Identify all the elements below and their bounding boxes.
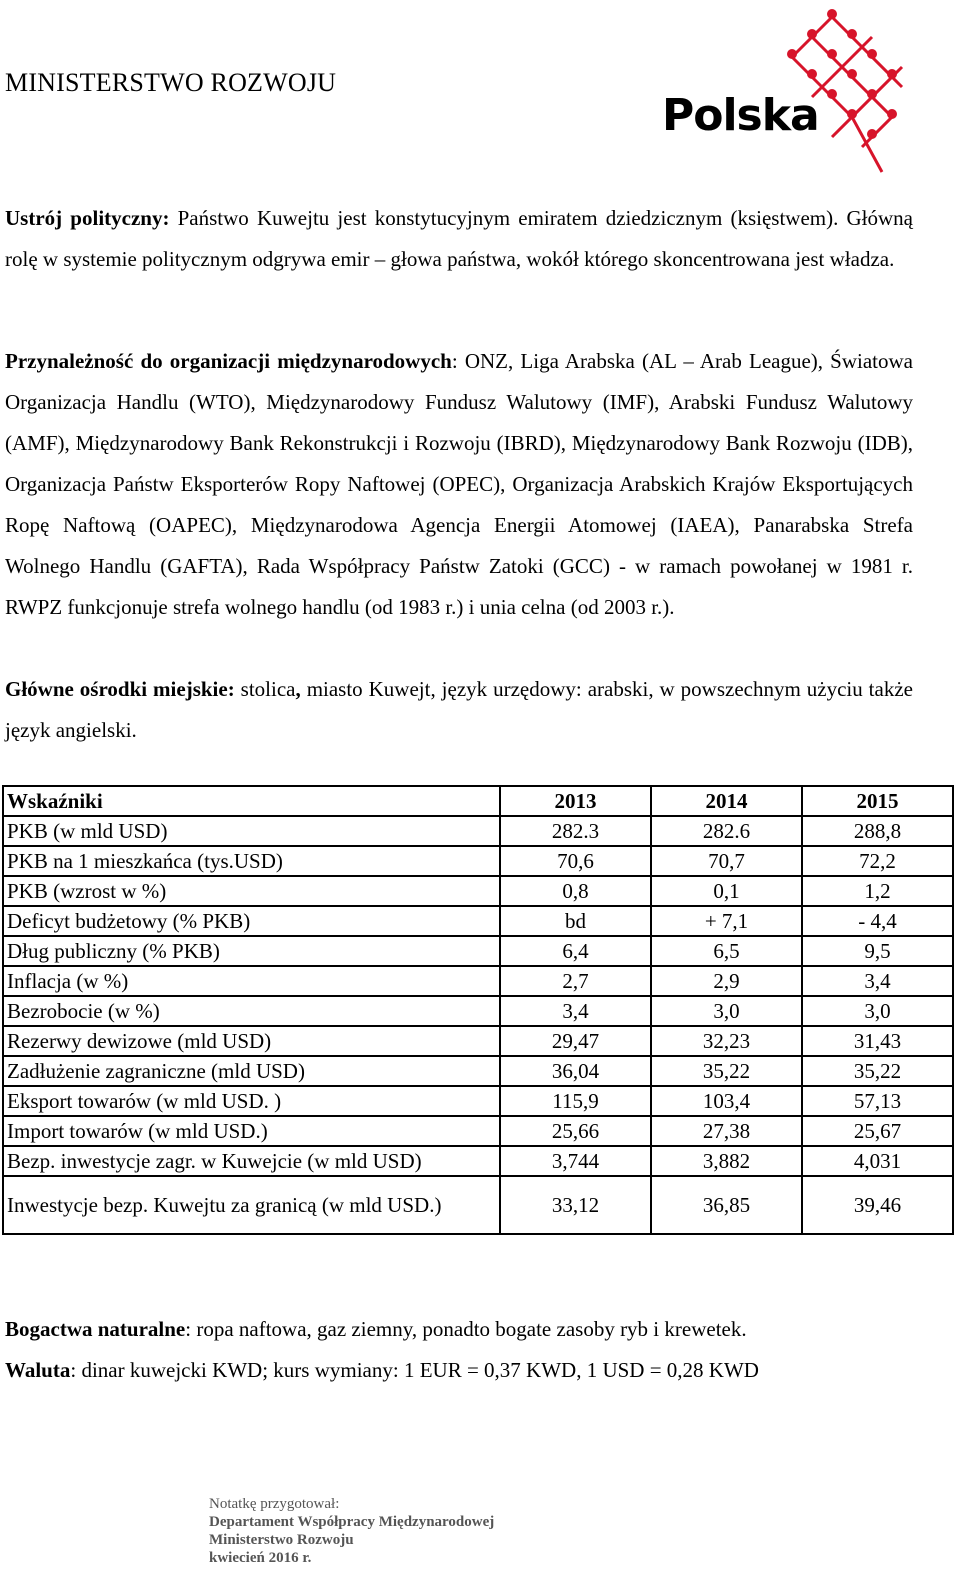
- row-value-cell: 27,38: [651, 1116, 802, 1146]
- text-ustroj: Państwo Kuwejtu jest konstytucyjnym emiratem dziedzicznym (księstwem). Główną rolę w systemie politycznym odgrywa emir – głowa państwa, wokół którego skoncentrowana jest władza.: [5, 206, 913, 271]
- row-value-cell: 4,031: [802, 1146, 953, 1176]
- logo-text: Polska: [662, 90, 819, 141]
- row-value-cell: - 4,4: [802, 906, 953, 936]
- row-label-cell: Inwestycje bezp. Kuwejtu za granicą (w mld USD.): [3, 1176, 500, 1234]
- label-osrodki: Główne ośrodki miejskie:: [5, 677, 235, 701]
- row-value-cell: 33,12: [500, 1176, 651, 1234]
- text-osrodki-2: miasto Kuwejt, język urzędowy: arabski, w powszechnym użyciu także język angielski.: [5, 677, 913, 742]
- polska-logo: [662, 2, 912, 177]
- table-row: [3, 1086, 953, 1116]
- footer-note: [209, 1495, 494, 1567]
- table-header-row: [3, 786, 953, 816]
- row-value-cell: 25,67: [802, 1116, 953, 1146]
- table-row: [3, 996, 953, 1026]
- footer-line: Ministerstwo Rozwoju: [209, 1532, 354, 1548]
- row-value-cell: 0,1: [651, 876, 802, 906]
- indicators-table: [2, 785, 954, 1235]
- row-value-cell: 32,23: [651, 1026, 802, 1056]
- row-value-cell: 29,47: [500, 1026, 651, 1056]
- table-row: [3, 876, 953, 906]
- table-row: [3, 966, 953, 996]
- header-cell: 2013: [500, 786, 651, 816]
- row-value-cell: 6,4: [500, 936, 651, 966]
- row-value-cell: 288,8: [802, 816, 953, 846]
- row-value-cell: 115,9: [500, 1086, 651, 1116]
- table-row: [3, 816, 953, 846]
- indicators-table-body: [3, 786, 953, 1234]
- row-label-cell: PKB na 1 mieszkańca (tys.USD): [3, 846, 500, 876]
- row-label-cell: Rezerwy dewizowe (mld USD): [3, 1026, 500, 1056]
- row-label-cell: Bezrobocie (w %): [3, 996, 500, 1026]
- row-value-cell: 70,6: [500, 846, 651, 876]
- row-value-cell: 2,9: [651, 966, 802, 996]
- table-row: [3, 906, 953, 936]
- row-label-cell: PKB (wzrost w %): [3, 876, 500, 906]
- row-value-cell: 25,66: [500, 1116, 651, 1146]
- row-value-cell: 282.3: [500, 816, 651, 846]
- row-value-cell: 282.6: [651, 816, 802, 846]
- row-value-cell: 3,744: [500, 1146, 651, 1176]
- table-row: [3, 1026, 953, 1056]
- table-row: [3, 936, 953, 966]
- label-bogactwa: Bogactwa naturalne: [5, 1317, 186, 1341]
- table-row: [3, 1146, 953, 1176]
- table-row: [3, 1056, 953, 1086]
- label-waluta: Waluta: [5, 1358, 71, 1382]
- row-value-cell: 2,7: [500, 966, 651, 996]
- row-label-cell: Import towarów (w mld USD.): [3, 1116, 500, 1146]
- text-waluta: : dinar kuwejcki KWD; kurs wymiany: 1 EUR = 0,37 KWD, 1 USD = 0,28 KWD: [70, 1358, 759, 1382]
- row-label-cell: Zadłużenie zagraniczne (mld USD): [3, 1056, 500, 1086]
- row-value-cell: 6,5: [651, 936, 802, 966]
- row-label-cell: Eksport towarów (w mld USD. ): [3, 1086, 500, 1116]
- label-ustroj: Ustrój polityczny:: [5, 206, 170, 230]
- footer-line: Departament Współpracy Międzynarodowej: [209, 1514, 495, 1530]
- row-label-cell: Deficyt budżetowy (% PKB): [3, 906, 500, 936]
- paragraph-ustroj: [5, 198, 913, 280]
- row-value-cell: 70,7: [651, 846, 802, 876]
- footer-line: Notatkę przygotował:: [209, 1496, 340, 1512]
- table-row: [3, 846, 953, 876]
- footer-line: kwiecień 2016 r.: [209, 1550, 312, 1566]
- row-value-cell: 36,04: [500, 1056, 651, 1086]
- table-row: [3, 1116, 953, 1146]
- row-value-cell: 3,882: [651, 1146, 802, 1176]
- row-value-cell: + 7,1: [651, 906, 802, 936]
- row-value-cell: 36,85: [651, 1176, 802, 1234]
- paragraph-bogactwa: [5, 1309, 913, 1350]
- row-value-cell: 3,0: [802, 996, 953, 1026]
- row-value-cell: 72,2: [802, 846, 953, 876]
- row-label-cell: Dług publiczny (% PKB): [3, 936, 500, 966]
- row-value-cell: 35,22: [802, 1056, 953, 1086]
- row-label-cell: Bezp. inwestycje zagr. w Kuwejcie (w mld USD): [3, 1146, 500, 1176]
- ministry-title: MINISTERSTWO ROZWOJU: [5, 68, 337, 97]
- row-value-cell: 103,4: [651, 1086, 802, 1116]
- text-przynaleznosc: : ONZ, Liga Arabska (AL – Arab League), Światowa Organizacja Handlu (WTO), Międzynarodowy Fundusz Walutowy (IMF), Arabski Fundusz Walutowy (AMF), Międzynarodowy Bank Rekonstrukcji i Rozwoju (IBRD), Międzynarodowy Bank Rozwoju (IDB), Organizacja Państw Eksporterów Ropy Naftowej (OPEC), Organizacja Arabskich Krajów Eksportujących Ropę Naftową (OAPEC), Międzynarodowa Agencja Energii Atomowej (IAEA), Panarabska Strefa Wolnego Handlu (GAFTA), Rada Współpracy Państw Zatoki (GCC) - w ramach powołanej w 1981 r. RWPZ funkcjonuje strefa wolnego handlu (od 1983 r.) i unia celna (od 2003 r.).: [5, 349, 913, 619]
- row-value-cell: 57,13: [802, 1086, 953, 1116]
- row-value-cell: 31,43: [802, 1026, 953, 1056]
- row-value-cell: 35,22: [651, 1056, 802, 1086]
- paragraph-waluta: [5, 1350, 913, 1391]
- row-value-cell: 39,46: [802, 1176, 953, 1234]
- header-cell: 2014: [651, 786, 802, 816]
- table-row: [3, 1176, 953, 1234]
- paragraph-przynaleznosc: [5, 341, 913, 628]
- header-cell: 2015: [802, 786, 953, 816]
- row-value-cell: 3,4: [802, 966, 953, 996]
- paragraph-osrodki: [5, 669, 913, 751]
- row-value-cell: 9,5: [802, 936, 953, 966]
- text-bogactwa: : ropa naftowa, gaz ziemny, ponadto bogate zasoby ryb i krewetek.: [185, 1317, 747, 1341]
- header-cell: Wskaźniki: [3, 786, 500, 816]
- row-label-cell: PKB (w mld USD): [3, 816, 500, 846]
- label-przynaleznosc: Przynależność do organizacji międzynarodowych: [5, 349, 452, 373]
- row-value-cell: bd: [500, 906, 651, 936]
- row-value-cell: 0,8: [500, 876, 651, 906]
- row-value-cell: 3,0: [651, 996, 802, 1026]
- row-value-cell: 3,4: [500, 996, 651, 1026]
- row-label-cell: Inflacja (w %): [3, 966, 500, 996]
- text-osrodki-1: stolica: [234, 677, 296, 701]
- text-osrodki-comma: ,: [295, 677, 301, 701]
- row-value-cell: 1,2: [802, 876, 953, 906]
